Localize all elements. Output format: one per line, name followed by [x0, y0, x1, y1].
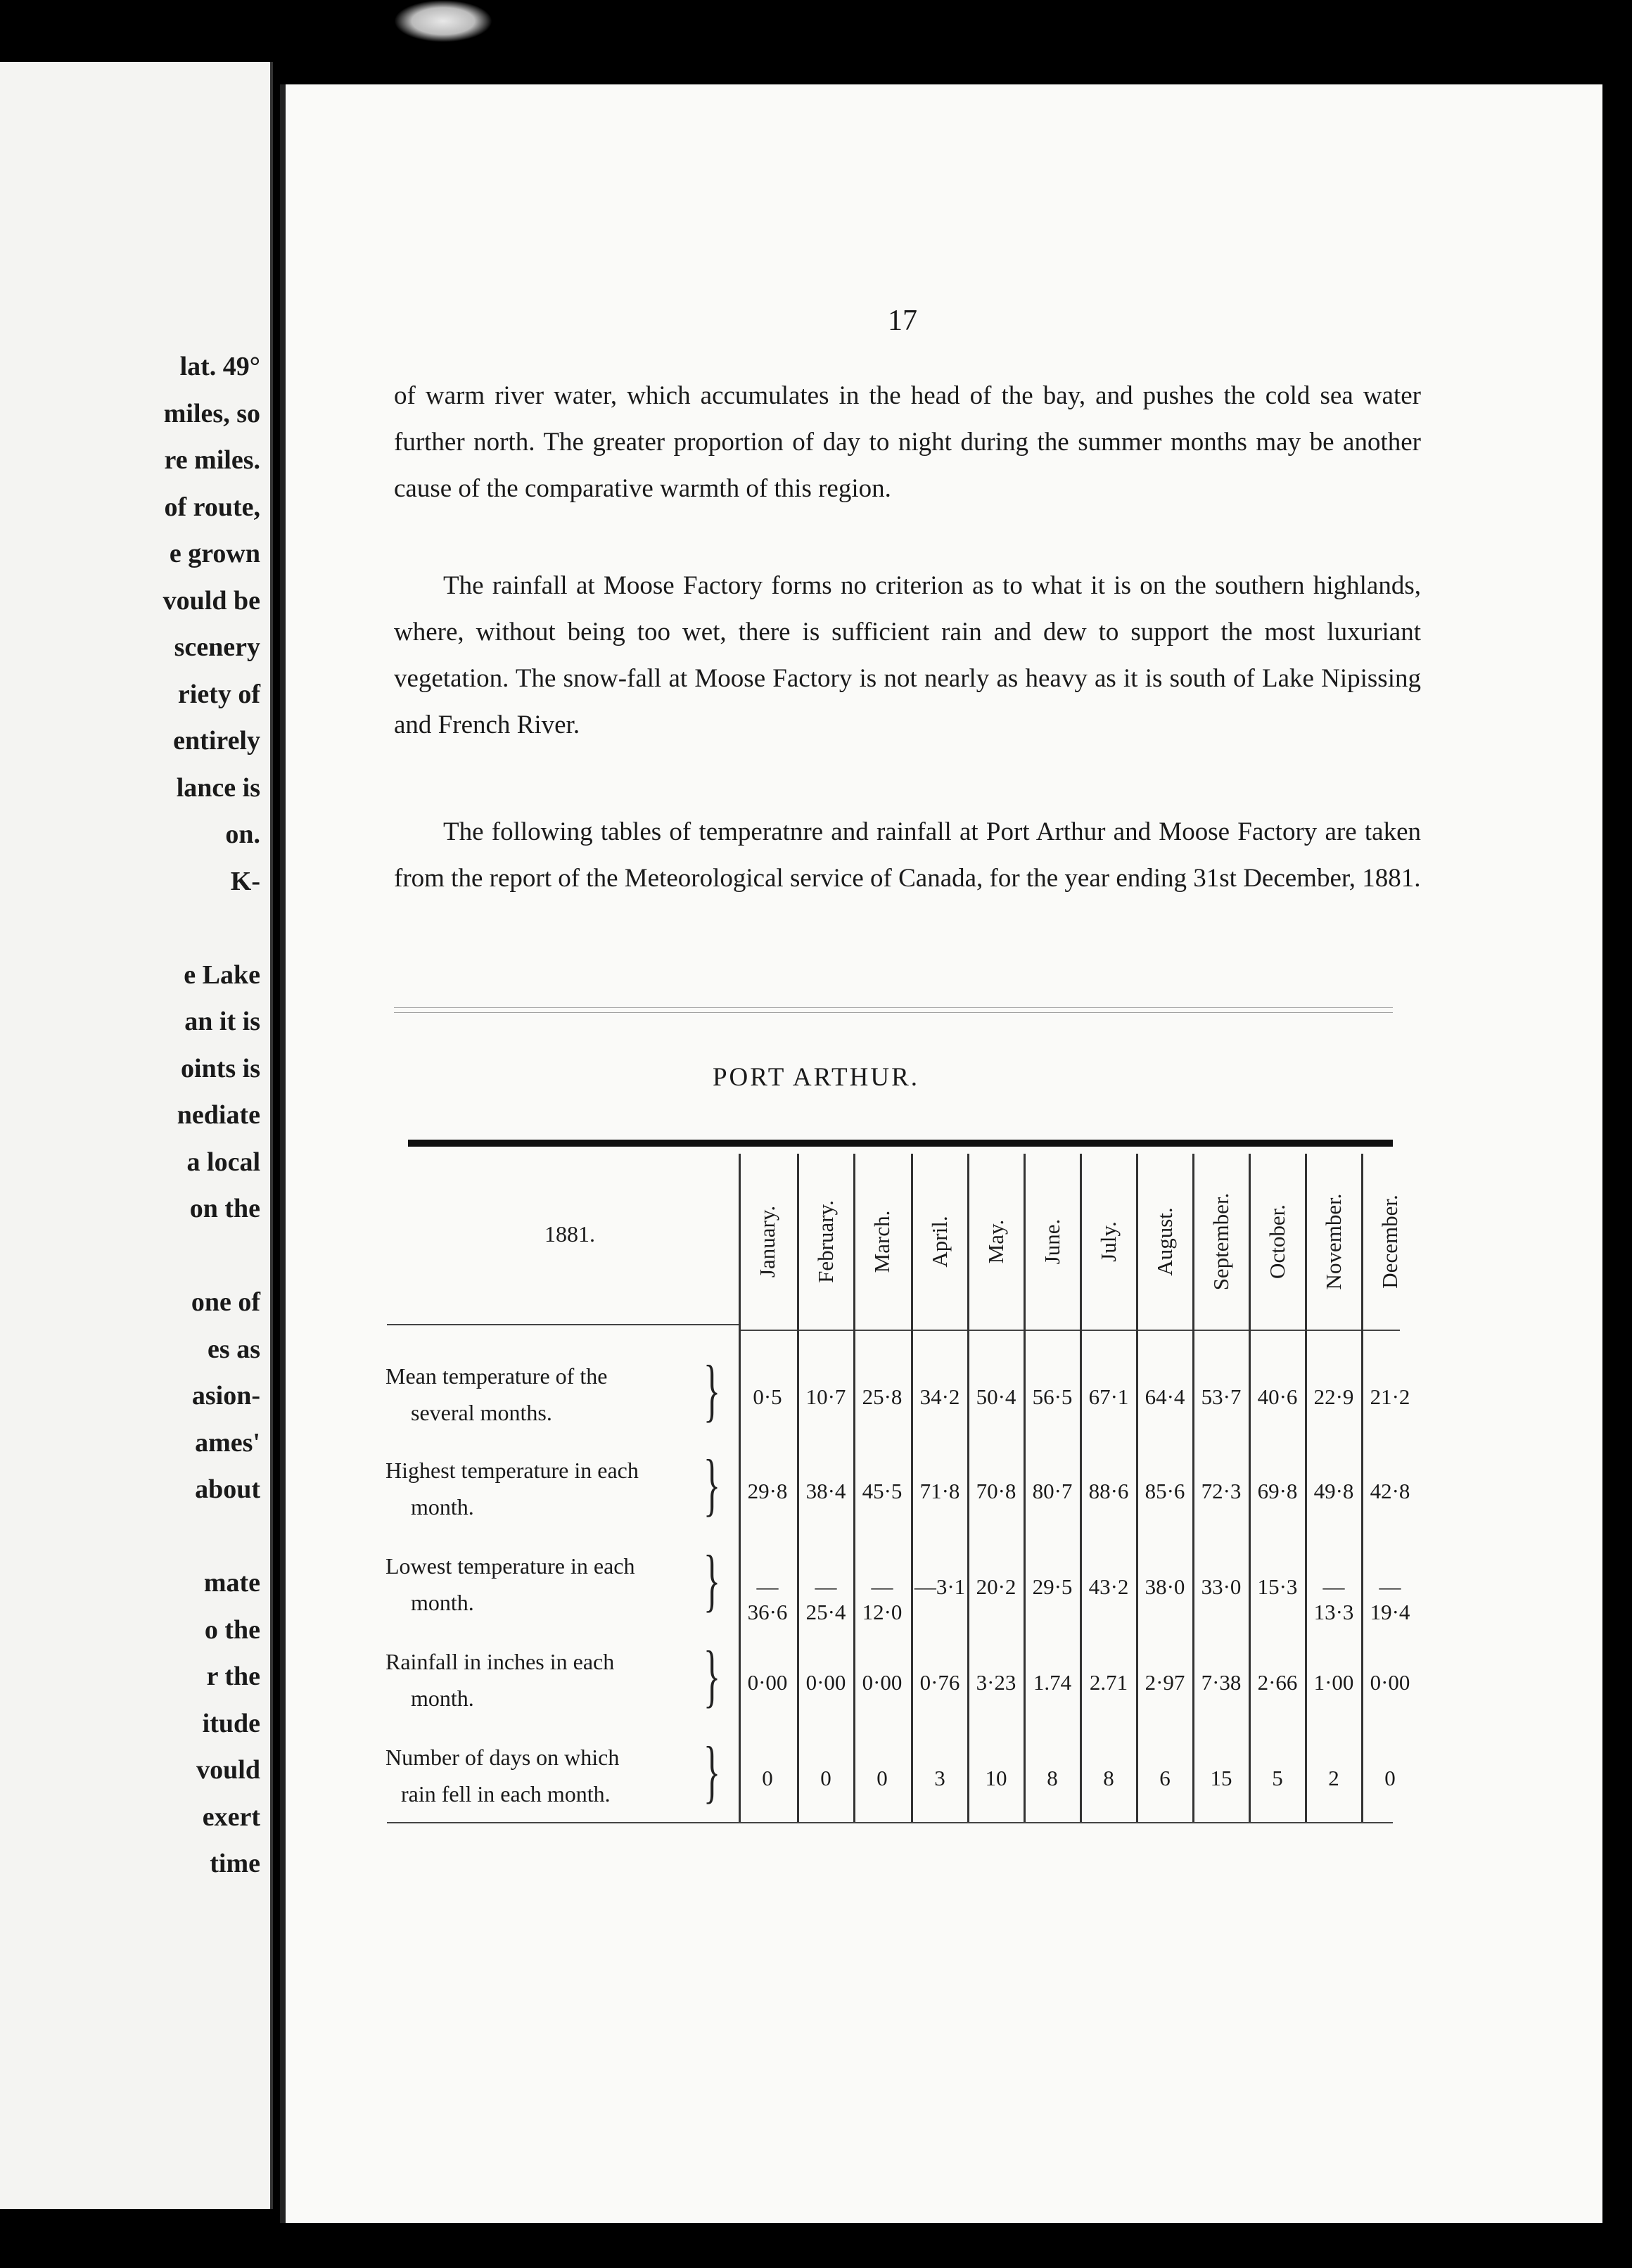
fragment-line: one of	[191, 1287, 260, 1317]
month-header	[1253, 1161, 1302, 1323]
fragment-line: of route,	[164, 492, 260, 522]
row-label	[385, 1452, 695, 1525]
month-header	[801, 1161, 850, 1323]
table-cell: 71·8	[919, 1479, 960, 1503]
row-label-line: Highest temperature in each	[385, 1458, 639, 1483]
row-label-line: Lowest temperature in each	[385, 1553, 635, 1579]
table-cell: —13·3	[1313, 1574, 1354, 1624]
table-cell: 0	[1384, 1766, 1396, 1790]
page-number: 17	[888, 305, 917, 337]
row-brace: }	[703, 1351, 720, 1429]
row-label-line: rain fell in each month.	[401, 1781, 611, 1807]
month-label: August.	[1152, 1207, 1177, 1276]
table-cell: 49·8	[1313, 1479, 1354, 1503]
month-header	[915, 1161, 964, 1323]
table-cell: 38·4	[805, 1479, 846, 1503]
row-label	[385, 1643, 695, 1716]
row-label-line: Number of days on which	[385, 1745, 620, 1770]
fragment-line: es as	[208, 1334, 260, 1364]
fragment-line: itude	[202, 1708, 260, 1738]
table-cell: 2	[1328, 1766, 1339, 1790]
table-cell: 88·6	[1088, 1479, 1129, 1503]
fragment-line: miles, so	[163, 398, 260, 428]
row-brace: }	[703, 1541, 720, 1619]
table-cell: —12·0	[862, 1574, 903, 1624]
month-header	[858, 1161, 907, 1323]
month-label: February.	[813, 1200, 838, 1283]
table-cell: 25·8	[862, 1384, 903, 1409]
section-divider	[394, 1007, 1393, 1013]
table-cell: 20·2	[976, 1574, 1016, 1599]
table-cell: 1.74	[1033, 1670, 1072, 1695]
table-cell: 29·5	[1032, 1574, 1073, 1599]
table-cell: 40·6	[1257, 1384, 1298, 1409]
table-cell: 0·5	[753, 1384, 782, 1409]
table-cell: 10·7	[805, 1384, 846, 1409]
month-header	[1365, 1161, 1415, 1323]
month-label: May.	[983, 1219, 1008, 1264]
month-header	[1084, 1161, 1133, 1323]
row-label-line: Mean temperature of the	[385, 1363, 608, 1389]
row-label	[385, 1739, 695, 1812]
fragment-line: lance is	[176, 772, 260, 803]
fragment-line: about	[195, 1474, 260, 1504]
table-cell: 15·3	[1257, 1574, 1298, 1599]
row-label-line: month.	[411, 1686, 474, 1711]
paragraph-text: of warm river water, which accumulates in the head of the bay, and pushes the cold sea water further north. The greater proportion of day to night during the summer months may be another cause of the comparative warmth of this region.	[394, 381, 1421, 503]
month-label: March.	[869, 1210, 894, 1273]
table-cell: 69·8	[1257, 1479, 1298, 1503]
table-cell: 0	[762, 1766, 773, 1790]
table-cell: 70·8	[976, 1479, 1016, 1503]
header-rule	[739, 1330, 1400, 1331]
fragment-line: scenery	[174, 632, 260, 662]
table-title: PORT ARTHUR.	[712, 1063, 920, 1092]
header-rule-left	[387, 1324, 739, 1325]
table-cell: 29·8	[747, 1479, 788, 1503]
month-label: November.	[1321, 1193, 1346, 1290]
table-cell: 43·2	[1088, 1574, 1129, 1599]
table-cell: 8	[1047, 1766, 1058, 1790]
fragment-line	[163, 1232, 260, 1280]
table-cell: —19·4	[1370, 1574, 1410, 1624]
fragment-line: e grown	[169, 539, 260, 568]
paragraph-text: The rainfall at Moose Factory forms no criterion as to what it is on the southern highlands, where, without being too wet, there is sufficient rain and dew to support the most luxuriant vegetation. The snow-fall at Moose Factory is not nearly as heavy as it is south of Lake Nipissing and French River.	[394, 571, 1421, 739]
table-cell: 15	[1210, 1766, 1232, 1790]
month-header	[743, 1161, 792, 1323]
table-cell: 0·76	[919, 1670, 960, 1695]
fragment-line: vould be	[162, 585, 260, 616]
row-brace: }	[703, 1445, 720, 1523]
table-top-rule	[408, 1140, 1393, 1147]
table-cell: 33·0	[1201, 1574, 1242, 1599]
table-cell: 8	[1103, 1766, 1114, 1790]
month-label: June.	[1040, 1218, 1064, 1265]
table-cell: 6	[1159, 1766, 1171, 1790]
table-cell: 22·9	[1313, 1384, 1354, 1409]
table-cell: 0·00	[805, 1670, 846, 1695]
fragment-line: exert	[202, 1802, 260, 1832]
paragraph-1	[394, 373, 1421, 512]
fragment-line: nediate	[177, 1100, 260, 1130]
table-cell: —25·4	[805, 1574, 846, 1624]
scan-artifact	[394, 0, 492, 42]
table-cell: 0·00	[1370, 1670, 1410, 1695]
month-label: September.	[1209, 1192, 1233, 1291]
row-brace: }	[703, 1636, 720, 1714]
left-page-text	[163, 343, 260, 1887]
month-header	[971, 1161, 1021, 1323]
row-label-line: several months.	[411, 1400, 552, 1425]
row-label-line: month.	[411, 1494, 474, 1520]
month-label: July.	[1096, 1221, 1121, 1262]
table-cell: —3·1	[914, 1574, 966, 1599]
month-label: October.	[1265, 1204, 1289, 1279]
table-cell: 0·00	[862, 1670, 903, 1695]
table-cell: 2·97	[1145, 1670, 1185, 1695]
fragment-line	[163, 1513, 260, 1560]
fragment-line: asion-	[191, 1381, 260, 1410]
fragment-line: K-	[230, 866, 260, 896]
paragraph-2	[394, 563, 1421, 748]
table-cell: 7·38	[1201, 1670, 1242, 1695]
fragment-line: lat. 49°	[179, 352, 260, 381]
table-cell: 34·2	[919, 1384, 960, 1409]
table-cell: 45·5	[862, 1479, 903, 1503]
table-cell: 1·00	[1313, 1670, 1354, 1695]
month-label: April.	[927, 1216, 952, 1268]
fragment-line: o the	[204, 1614, 260, 1645]
fragment-line: ames'	[195, 1427, 260, 1458]
table-cell: 0	[820, 1766, 831, 1790]
table-cell: 10	[985, 1766, 1007, 1790]
month-label: December.	[1377, 1194, 1402, 1289]
table-cell: 0	[876, 1766, 888, 1790]
row-label-line: Rainfall in inches in each	[385, 1649, 615, 1674]
table-cell: —36·6	[747, 1574, 788, 1624]
table-cell: 2·66	[1257, 1670, 1298, 1695]
table-cell: 64·4	[1145, 1384, 1185, 1409]
row-label	[385, 1548, 695, 1621]
table-cell: 56·5	[1032, 1384, 1073, 1409]
table-cell: 53·7	[1201, 1384, 1242, 1409]
fragment-line: e Lake	[184, 960, 260, 990]
month-header	[1197, 1161, 1246, 1323]
table-cell: 5	[1272, 1766, 1283, 1790]
fragment-line: on the	[189, 1194, 260, 1223]
row-brace: }	[703, 1732, 720, 1810]
table-cell: 3·23	[976, 1670, 1016, 1695]
fragment-line: vould	[196, 1755, 260, 1785]
row-label-line: month.	[411, 1590, 474, 1615]
table-cell: 85·6	[1145, 1479, 1185, 1503]
fragment-line	[163, 905, 260, 952]
table-cell: 2.71	[1089, 1670, 1128, 1695]
table-cell: 50·4	[976, 1384, 1016, 1409]
fragment-line: r the	[206, 1662, 260, 1691]
table-cell: 0·00	[747, 1670, 788, 1695]
month-header	[1140, 1161, 1190, 1323]
table-cell: 3	[934, 1766, 945, 1790]
table-cell: 38·0	[1145, 1574, 1185, 1599]
fragment-line: mate	[203, 1568, 260, 1598]
table-bottom-rule	[387, 1822, 1393, 1823]
month-header	[1028, 1161, 1077, 1323]
fragment-line: entirely	[173, 726, 260, 756]
fragment-line: an it is	[184, 1007, 260, 1036]
paragraph-3	[394, 809, 1421, 902]
table-cell: 72·3	[1201, 1479, 1242, 1503]
table-year: 1881.	[544, 1221, 595, 1247]
table-cell: 67·1	[1088, 1384, 1129, 1409]
fragment-line: a local	[186, 1147, 260, 1177]
fragment-line: time	[210, 1849, 260, 1878]
month-label: January.	[755, 1205, 779, 1278]
left-facing-page	[0, 62, 273, 2209]
table-cell: 42·8	[1370, 1479, 1410, 1503]
paragraph-text: The following tables of temperatnre and rainfall at Port Arthur and Moose Factory are taken from the report of the Meteorological service of Canada, for the year ending 31st December, 1881.	[394, 817, 1421, 893]
fragment-line: on.	[225, 820, 260, 849]
table-cell: 80·7	[1032, 1479, 1073, 1503]
table-cell: 21·2	[1370, 1384, 1410, 1409]
row-label	[385, 1358, 695, 1431]
month-header	[1309, 1161, 1358, 1323]
fragment-line: re miles.	[164, 445, 260, 475]
fragment-line: riety of	[177, 679, 260, 709]
fragment-line: oints is	[181, 1053, 260, 1083]
